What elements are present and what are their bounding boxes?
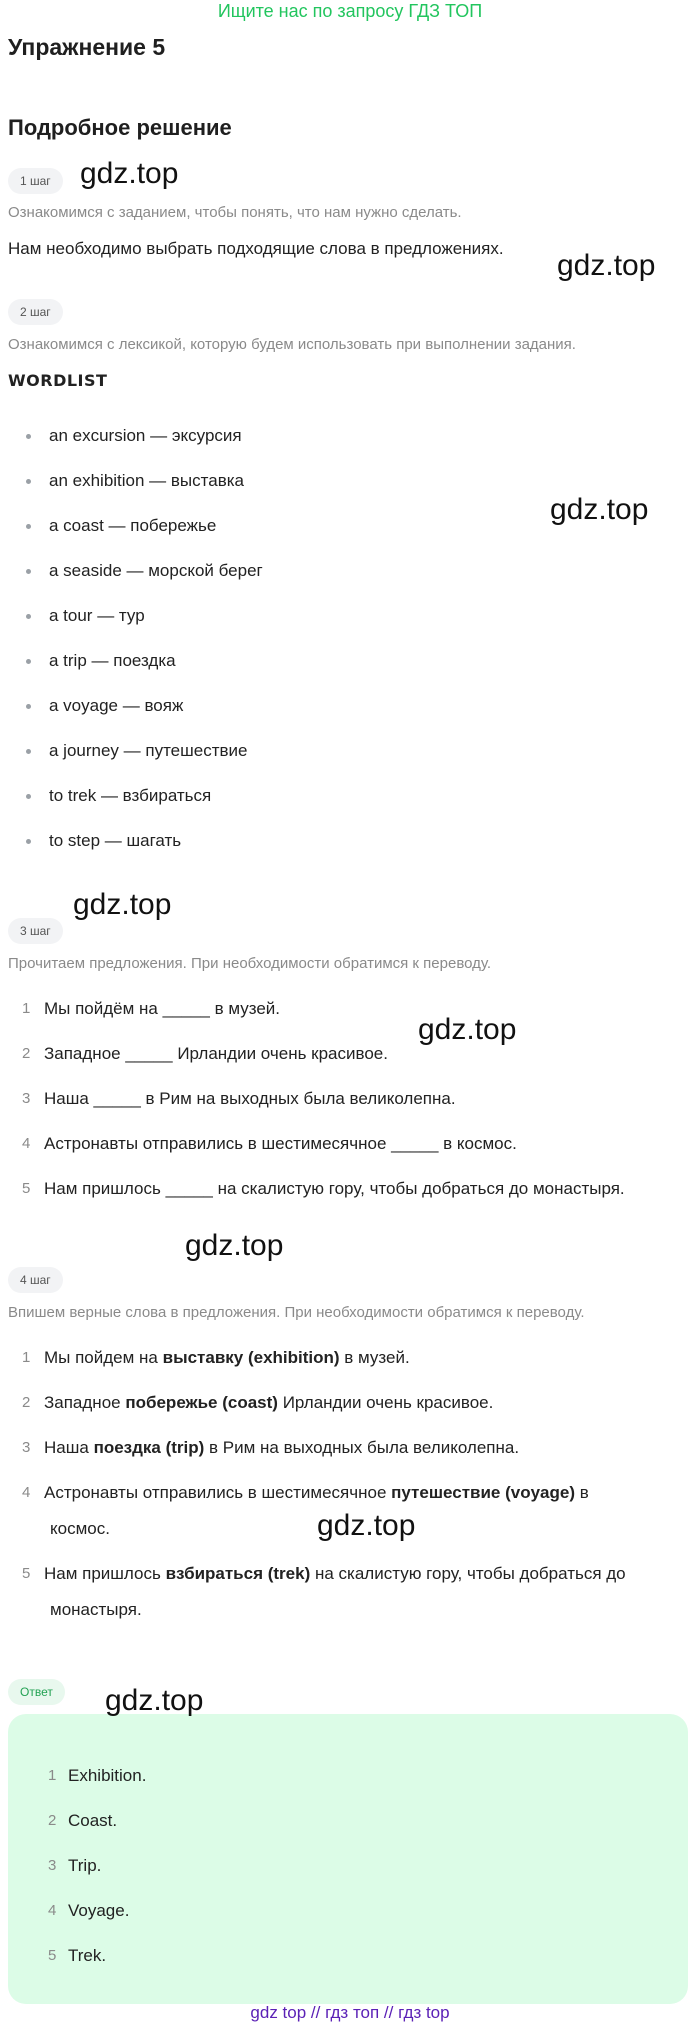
- item-number: 5: [22, 1180, 31, 1197]
- sentence-part: Ирландии очень красивое.: [277, 1393, 494, 1412]
- answer-text: Trip.: [68, 1856, 102, 1875]
- step-1-badge: 1 шаг: [8, 168, 63, 194]
- filled-sentence-item: [0, 1556, 700, 1637]
- filled-sentence-item: [0, 1340, 700, 1385]
- wordlist-item: to trek — взбираться: [0, 785, 263, 830]
- wordlist-item: a trip — поездка: [0, 650, 263, 695]
- wordlist-item: an exhibition — выставка: [0, 470, 263, 515]
- sentence-item: [0, 1126, 700, 1171]
- sentence-part: в: [575, 1483, 589, 1502]
- answer-item: [0, 1765, 700, 1810]
- watermark: gdz.top: [418, 1013, 517, 1046]
- item-number: 3: [22, 1090, 31, 1107]
- answer-word: поездка (trip): [93, 1438, 205, 1457]
- answer-item: [0, 1945, 700, 1990]
- wordlist-item: an excursion — эксурсия: [0, 425, 263, 470]
- answer-item: [0, 1810, 700, 1855]
- answer-item: [0, 1900, 700, 1945]
- answer-word: выставку (exhibition): [162, 1348, 340, 1367]
- watermark: gdz.top: [80, 157, 179, 190]
- item-number: 1: [22, 1000, 31, 1017]
- sentence-part: Нам пришлось: [44, 1564, 166, 1583]
- wordlist: [0, 425, 263, 875]
- watermark: gdz.top: [73, 888, 172, 921]
- watermark: gdz.top: [317, 1509, 416, 1542]
- wordlist-item: a journey — путешествие: [0, 740, 263, 785]
- sentence-text: Нам пришлось _____ на скалистую гору, чтобы добраться до монастыря.: [44, 1179, 625, 1198]
- answer-text: Coast.: [68, 1811, 118, 1830]
- filled-sentence-item: [0, 1385, 700, 1430]
- sentence-item: [0, 1081, 700, 1126]
- watermark: gdz.top: [185, 1229, 284, 1262]
- answer-word: побережье (coast): [125, 1393, 278, 1412]
- step-3-hint: Прочитаем предложения. При необходимости обратимся к переводу.: [8, 955, 492, 972]
- sentence-part: монастыря.: [50, 1600, 142, 1619]
- item-number: 1: [48, 1767, 57, 1784]
- item-number: 3: [22, 1439, 31, 1456]
- sentence-item: [0, 1171, 700, 1216]
- wordlist-item: a coast — побережье: [0, 515, 263, 560]
- section-title: Подробное решение: [8, 115, 232, 140]
- item-number: 5: [48, 1947, 57, 1964]
- answer-text: Trek.: [68, 1946, 107, 1965]
- sentence-part: космос.: [50, 1519, 110, 1538]
- item-number: 3: [48, 1857, 57, 1874]
- sentence-text: Западное _____ Ирландии очень красивое.: [44, 1044, 388, 1063]
- item-number: 2: [48, 1812, 57, 1829]
- sentence-text: Наша _____ в Рим на выходных была великолепна.: [44, 1089, 456, 1108]
- item-number: 1: [22, 1349, 31, 1366]
- filled-sentence-list: [0, 1340, 700, 1637]
- step-4-hint: Впишем верные слова в предложения. При необходимости обратимся к переводу.: [8, 1304, 585, 1321]
- answer-list: [0, 1765, 700, 1990]
- sentence-part: Наша: [44, 1438, 94, 1457]
- watermark: gdz.top: [550, 493, 649, 526]
- watermark: gdz.top: [105, 1684, 204, 1717]
- sentence-text: Мы пойдём на _____ в музей.: [44, 999, 281, 1018]
- sentence-part: Западное: [44, 1393, 126, 1412]
- step-1-text: Нам необходимо выбрать подходящие слова в предложениях.: [8, 239, 504, 258]
- wordlist-item: to step — шагать: [0, 830, 263, 875]
- top-banner: Ищите нас по запросу ГДЗ ТОП: [217, 1, 483, 21]
- answer-word: путешествие (voyage): [391, 1483, 576, 1502]
- answer-word: взбираться (trek): [165, 1564, 311, 1583]
- answer-text: Voyage.: [68, 1901, 130, 1920]
- wordlist-item: a voyage — вояж: [0, 695, 263, 740]
- item-number: 2: [22, 1394, 31, 1411]
- item-number: 5: [22, 1565, 31, 1582]
- wordlist-item: a seaside — морской берег: [0, 560, 263, 605]
- item-number: 4: [22, 1484, 31, 1501]
- step-3-badge: 3 шаг: [8, 918, 63, 944]
- footer-links: gdz top // гдз топ // гдз top: [250, 2003, 450, 2022]
- step-1-hint: Ознакомимся с заданием, чтобы понять, что нам нужно сделать.: [8, 204, 462, 221]
- page-title: Упражнение 5: [8, 34, 166, 60]
- step-4-badge: 4 шаг: [8, 1267, 63, 1293]
- sentence-text: Астронавты отправились в шестимесячное _____ в космос.: [44, 1134, 517, 1153]
- answer-text: Exhibition.: [68, 1766, 147, 1785]
- step-2-hint: Ознакомимся с лексикой, которую будем использовать при выполнении задания.: [8, 336, 576, 353]
- sentence-part: на скалистую гору, чтобы добраться до: [310, 1564, 626, 1583]
- wordlist-item: a tour — тур: [0, 605, 263, 650]
- wordlist-title: WORDLIST: [8, 371, 108, 390]
- sentence-item: [0, 1036, 700, 1081]
- filled-sentence-item: [0, 1430, 700, 1475]
- sentence-part: Мы пойдем на: [44, 1348, 163, 1367]
- sentence-part: Астронавты отправились в шестимесячное: [44, 1483, 392, 1502]
- item-number: 4: [22, 1135, 31, 1152]
- item-number: 2: [22, 1045, 31, 1062]
- step-2-badge: 2 шаг: [8, 299, 63, 325]
- item-number: 4: [48, 1902, 57, 1919]
- answer-badge: Ответ: [8, 1679, 65, 1705]
- sentence-part: в Рим на выходных была великолепна.: [204, 1438, 520, 1457]
- sentence-item: [0, 991, 700, 1036]
- watermark: gdz.top: [557, 249, 656, 282]
- sentence-list: [0, 991, 700, 1216]
- answer-item: [0, 1855, 700, 1900]
- sentence-part: в музей.: [339, 1348, 410, 1367]
